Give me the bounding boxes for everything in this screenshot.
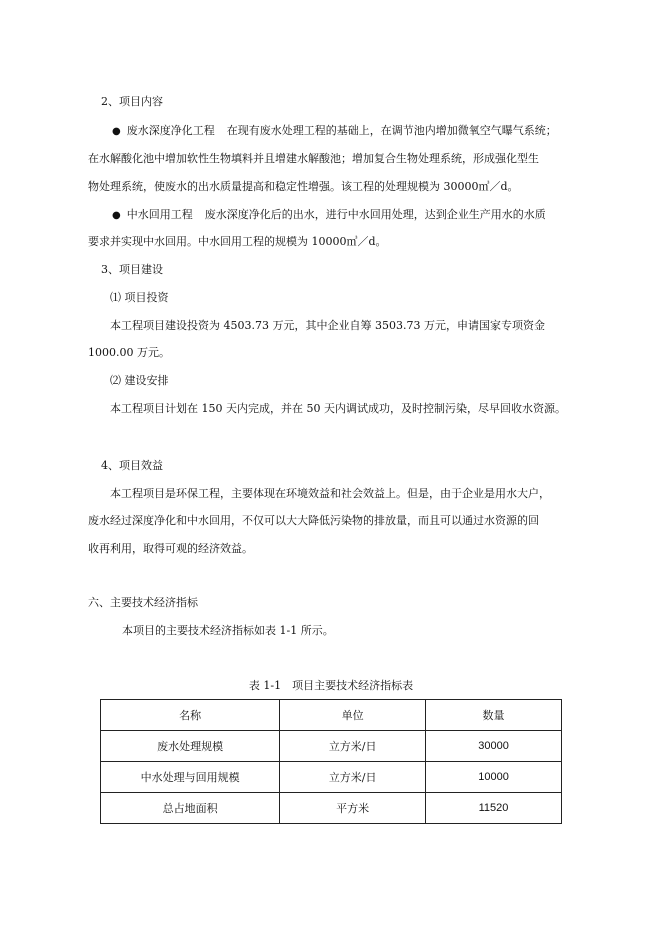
section-heading-project-construction: 3、项目建设: [101, 263, 163, 276]
table-header-cell: 名称: [101, 700, 280, 731]
section-heading-main-indicators: 六、主要技术经济指标: [88, 596, 198, 609]
table-cell: 总占地面积: [101, 793, 280, 824]
subheading-schedule: ⑵ 建设安排: [110, 374, 169, 387]
table-row: [101, 762, 562, 793]
paragraph-line: 废水经过深度净化和中水回用，不仅可以大大降低污染物的排放量，而且可以通过水资源的回: [88, 514, 539, 527]
bullet-icon: ●: [112, 210, 121, 221]
table-cell: 废水处理规模: [101, 731, 280, 762]
table-header-cell: 数量: [426, 700, 562, 731]
indicators-table: [100, 699, 562, 824]
table-cell: 11520: [426, 793, 562, 824]
paragraph-line: 本项目的主要技术经济指标如表 1-1 所示。: [122, 624, 334, 637]
paragraph-line: 1000.00 万元。: [88, 346, 170, 359]
table-caption: 表 1-1 项目主要技术经济指标表: [248, 679, 414, 692]
paragraph-line: 要求并实现中水回用。中水回用工程的规模为 10000㎥／d。: [88, 235, 387, 248]
paragraph-line: [112, 207, 586, 224]
table-cell: 30000: [426, 731, 562, 762]
bullet-title: 中水回用工程: [126, 208, 193, 221]
bullet-text: 在现有废水处理工程的基础上，在调节池内增加微氧空气曝气系统；: [226, 124, 557, 137]
subheading-investment: ⑴ 项目投资: [110, 291, 169, 304]
paragraph-line: [112, 123, 586, 140]
paragraph-line: 本工程项目计划在 150 天内完成，并在 50 天内调试成功，及时控制污染，尽早回收水资源。: [110, 402, 566, 415]
table-cell: 立方米/日: [280, 762, 426, 793]
paragraph-line: 物处理系统，使废水的出水质量提高和稳定性增强。该工程的处理规模为 30000㎥／d。: [88, 180, 519, 193]
bullet-text: 废水深度净化后的出水，进行中水回用处理，达到企业生产用水的水质: [204, 208, 546, 221]
paragraph-line: 本工程项目建设投资为 4503.73 万元，其中企业自筹 3503.73 万元，申请国家专项资金: [110, 319, 545, 332]
table-cell: 立方米/日: [280, 731, 426, 762]
paragraph-line: 本工程项目是环保工程，主要体现在环境效益和社会效益上。但是，由于企业是用水大户，: [110, 487, 550, 500]
table-cell: 10000: [426, 762, 562, 793]
table-header-cell: 单位: [280, 700, 426, 731]
bullet-title: 废水深度净化工程: [126, 124, 215, 137]
table-cell: 平方米: [280, 793, 426, 824]
table-cell: 中水处理与回用规模: [101, 762, 280, 793]
table-header-row: [101, 700, 562, 731]
section-heading-project-content: 2、项目内容: [101, 95, 163, 108]
bullet-icon: ●: [112, 126, 121, 137]
table-row: [101, 731, 562, 762]
section-heading-project-benefits: 4、项目效益: [101, 459, 163, 472]
table-row: [101, 793, 562, 824]
paragraph-line: 在水解酸化池中增加软性生物填料并且增建水解酸池；增加复合生物处理系统，形成强化型生: [88, 152, 539, 165]
paragraph-line: 收再利用，取得可观的经济效益。: [88, 542, 253, 555]
